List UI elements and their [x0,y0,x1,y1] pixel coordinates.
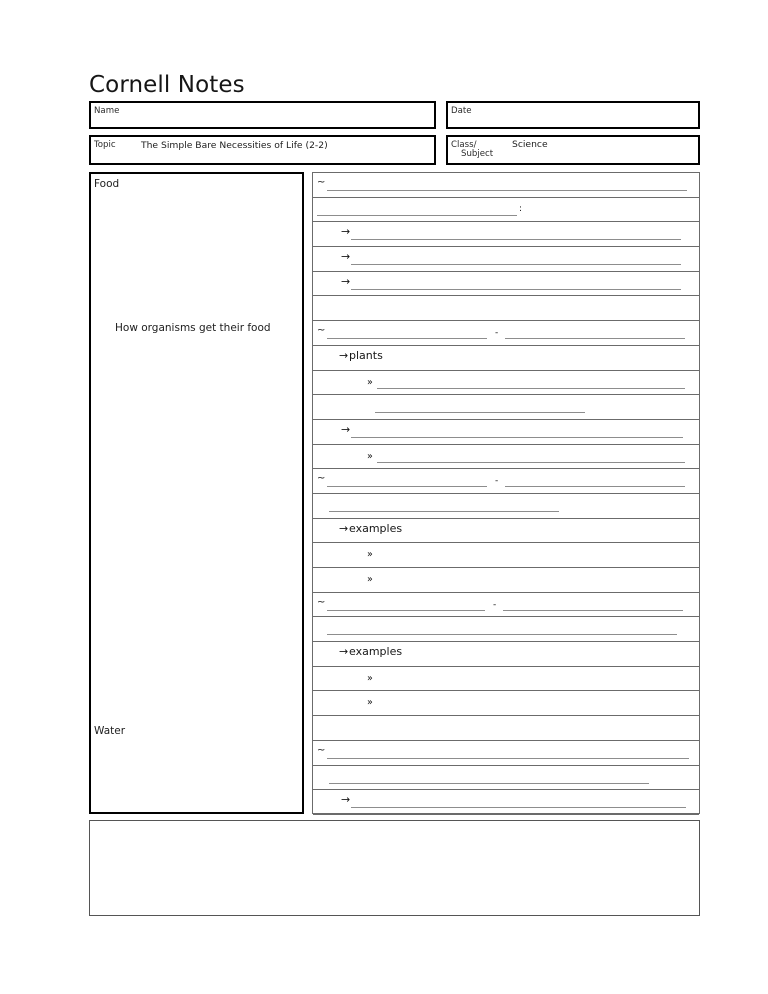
guillemet-marker: » [367,450,373,462]
note-row[interactable] [313,592,699,617]
name-field[interactable] [89,101,436,129]
dash-separator: - [493,599,497,610]
blank-write-line[interactable] [317,215,517,216]
tilde-marker: ~ [317,596,326,608]
cue-item-water: Water [94,725,126,737]
note-row[interactable] [313,444,699,469]
dash-separator: - [495,476,499,487]
arrow-marker: → [341,793,351,807]
guillemet-marker: » [367,376,373,388]
colon-marker: : [519,203,523,214]
blank-write-line[interactable] [505,486,685,487]
blank-write-line[interactable] [351,437,683,438]
note-row[interactable] [313,419,699,444]
class-subject-value: Science [512,139,548,150]
blank-write-line[interactable] [327,338,487,339]
guillemet-marker: » [367,697,373,709]
class-subject-label-line1: Class/ [451,140,477,150]
note-row[interactable] [313,493,699,518]
note-row[interactable] [313,789,699,814]
tilde-marker: ~ [317,177,326,188]
arrow-marker: → [339,348,349,362]
note-row[interactable] [313,715,699,740]
guillemet-marker: » [367,574,373,585]
blank-write-line[interactable] [351,239,681,240]
cue-item-how-organisms-get-their-food: How organisms get their food [115,322,271,334]
note-row[interactable] [313,468,699,493]
note-row[interactable] [313,616,699,641]
blank-write-line[interactable] [327,486,487,487]
note-text: plants [349,348,383,362]
note-row[interactable] [313,370,699,395]
tilde-marker: ~ [317,325,326,337]
notes-column[interactable] [312,172,700,814]
note-row[interactable] [313,295,699,320]
note-row[interactable] [313,690,699,715]
note-row[interactable] [313,394,699,419]
topic-field[interactable] [89,135,436,165]
blank-write-line[interactable] [377,388,685,389]
note-row[interactable] [313,518,699,543]
note-row[interactable] [313,542,699,567]
note-text: examples [349,521,403,535]
note-row[interactable] [313,345,699,370]
note-row[interactable] [313,246,699,271]
note-row[interactable] [313,666,699,691]
guillemet-marker: » [367,672,373,684]
note-row[interactable] [313,197,699,222]
class-subject-label-line2: Subject [461,149,494,159]
summary-box[interactable] [89,820,700,916]
note-row[interactable] [313,271,699,296]
blank-write-line[interactable] [377,462,685,463]
tilde-marker: ~ [317,473,326,485]
arrow-marker: → [339,645,349,659]
cue-column[interactable] [89,172,304,814]
blank-write-line[interactable] [505,338,685,339]
note-row[interactable] [313,172,699,197]
blank-write-line[interactable] [351,264,681,265]
topic-field-label: Topic [94,140,116,150]
cue-item-food: Food [94,178,120,190]
note-row[interactable] [313,567,699,592]
blank-write-line[interactable] [327,758,689,759]
arrow-marker: → [341,422,351,436]
blank-write-line[interactable] [327,634,677,635]
page-title: Cornell Notes [89,72,245,98]
note-row[interactable] [313,641,699,666]
note-row[interactable] [313,740,699,765]
name-field-label: Name [94,106,120,116]
note-row[interactable] [313,221,699,246]
arrow-marker: → [339,521,349,535]
blank-write-line[interactable] [329,783,649,784]
arrow-marker: → [341,225,351,239]
date-field-label: Date [451,106,472,116]
dash-separator: - [495,328,499,339]
blank-write-line[interactable] [503,610,683,611]
topic-field-value: The Simple Bare Necessities of Life (2-2) [141,140,328,151]
class-subject-field[interactable] [446,135,700,165]
blank-write-line[interactable] [351,289,681,290]
blank-write-line[interactable] [375,412,585,413]
blank-write-line[interactable] [327,190,687,191]
note-row[interactable] [313,320,699,345]
blank-write-line[interactable] [329,511,559,512]
arrow-marker: → [341,274,351,288]
blank-write-line[interactable] [327,610,485,611]
note-text: examples [349,645,403,659]
blank-write-line[interactable] [351,807,686,808]
date-field[interactable] [446,101,700,129]
guillemet-marker: » [367,549,373,561]
arrow-marker: → [341,250,351,264]
tilde-marker: ~ [317,744,326,756]
note-row[interactable] [313,765,699,790]
